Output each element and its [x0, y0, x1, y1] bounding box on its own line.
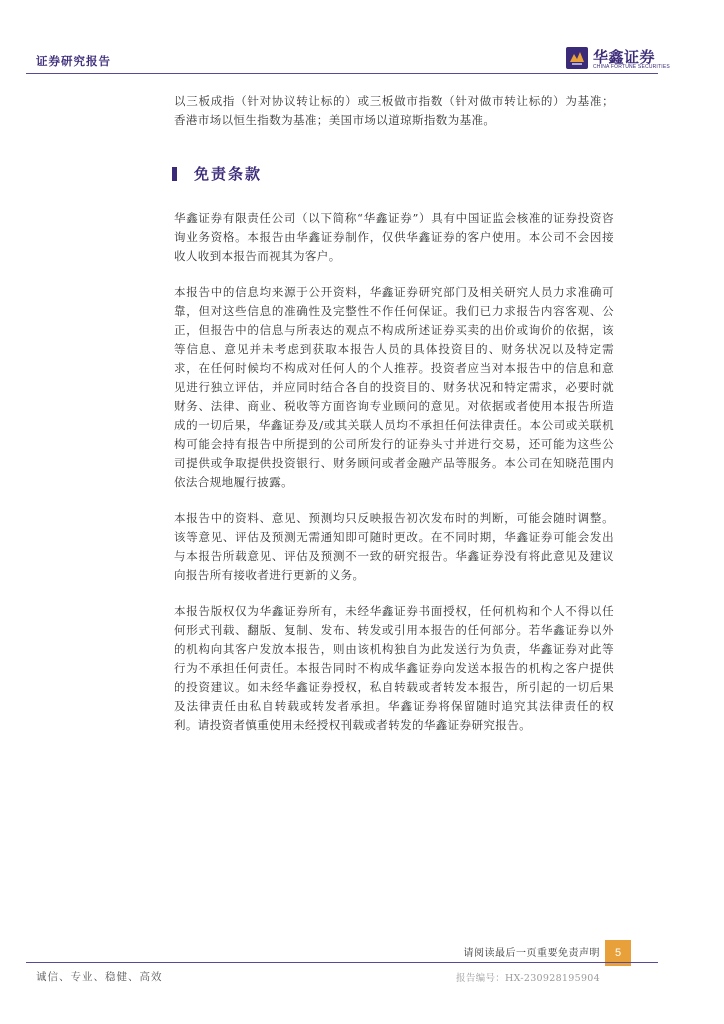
header-report-type: 证券研究报告 — [36, 54, 111, 68]
logo-mark-icon — [566, 47, 588, 69]
disclaimer-paragraph: 本报告版权仅为华鑫证券所有，未经华鑫证券书面授权，任何机构和个人不得以任何形式刊载、翻版、复制、发布、转发或引用本报告的任何部分。若华鑫证券以外的机构向其客户发放本报告，则由该机构独自为此发送行为负责，华鑫证券对此等行为不承担任何责任。本报告同时不构成华鑫证券向发送本报告的机构之客户提供的投资建议。如未经华鑫证券授权，私自转载或者转发本报告，所引起的一切后果及法律责任由私自转载或转发者承担。华鑫证券将保留随时追究其法律责任的权利。请投资者慎重使用未经授权刊载或者转发的华鑫证券研究报告。 — [174, 604, 614, 732]
disclaimer-body — [174, 209, 614, 752]
footer-motto: 诚信、专业、稳健、高效 — [36, 971, 163, 983]
disclaimer-paragraph: 本报告中的信息均来源于公开资料，华鑫证券研究部门及相关研究人员力求准确可靠，但对这些信息的准确性及完整性不作任何保证。我们已力求报告内容客观、公正，但报告中的信息与所表达的观点不构成所述证券买卖的出价或询价的依据，该等信息、意见并未考虑到获取本报告人员的具体投资目的、财务状况以及特定需求，在任何时候均不构成对任何人的个人推荐。投资者应当对本报告中的信息和意见进行独立评估，并应同时结合各自的投资目的、财务状况和特定需求，必要时就财务、法律、商业、税收等方面咨询专业顾问的意见。对依据或者使用本报告所造成的一切后果，华鑫证券及/或其关联人员均不承担任何法律责任。本公司或关联机构可能会持有报告中所提到的公司所发行的证券头寸并进行交易，还可能为这些公司提供或争取提供投资银行、财务顾问或者金融产品等服务。本公司在知晓范围内依法合规地履行披露。 — [174, 285, 614, 489]
logo-text-cn: 华鑫证券 — [593, 49, 656, 66]
intro-paragraph: 以三板成指（针对协议转让标的）或三板做市指数（针对做市转让标的）为基准；香港市场以恒生指数为基准；美国市场以道琼斯指数为基准。 — [174, 94, 614, 127]
disclaimer-paragraph: 华鑫证券有限责任公司（以下简称“华鑫证券”）具有中国证监会核准的证券投资咨询业务资格。本报告由华鑫证券制作，仅供华鑫证券的客户使用。本公司不会因接收人收到本报告而视其为客户。 — [174, 211, 614, 263]
logo-text-en: CHINA FORTUNE SECURITIES — [593, 64, 670, 70]
section-marker — [172, 167, 177, 181]
company-logo — [566, 47, 670, 73]
footer-report-number: 报告编号：HX-230928195904 — [456, 973, 600, 984]
disclaimer-paragraph: 本报告中的资料、意见、预测均只反映报告初次发布时的判断，可能会随时调整。该等意见、评估及预测无需通知即可随时更改。在不同时期，华鑫证券可能会发出与本报告所载意见、评估及预测不一致的研究报告。华鑫证券没有将此意见及建议向报告所有接收者进行更新的义务。 — [174, 511, 614, 582]
header-divider — [26, 73, 658, 74]
section-title: 免责条款 — [194, 165, 263, 183]
footer-disclaimer-notice: 请阅读最后一页重要免责声明 — [463, 948, 600, 959]
footer-divider — [26, 962, 658, 963]
page-number: 5 — [605, 940, 631, 966]
